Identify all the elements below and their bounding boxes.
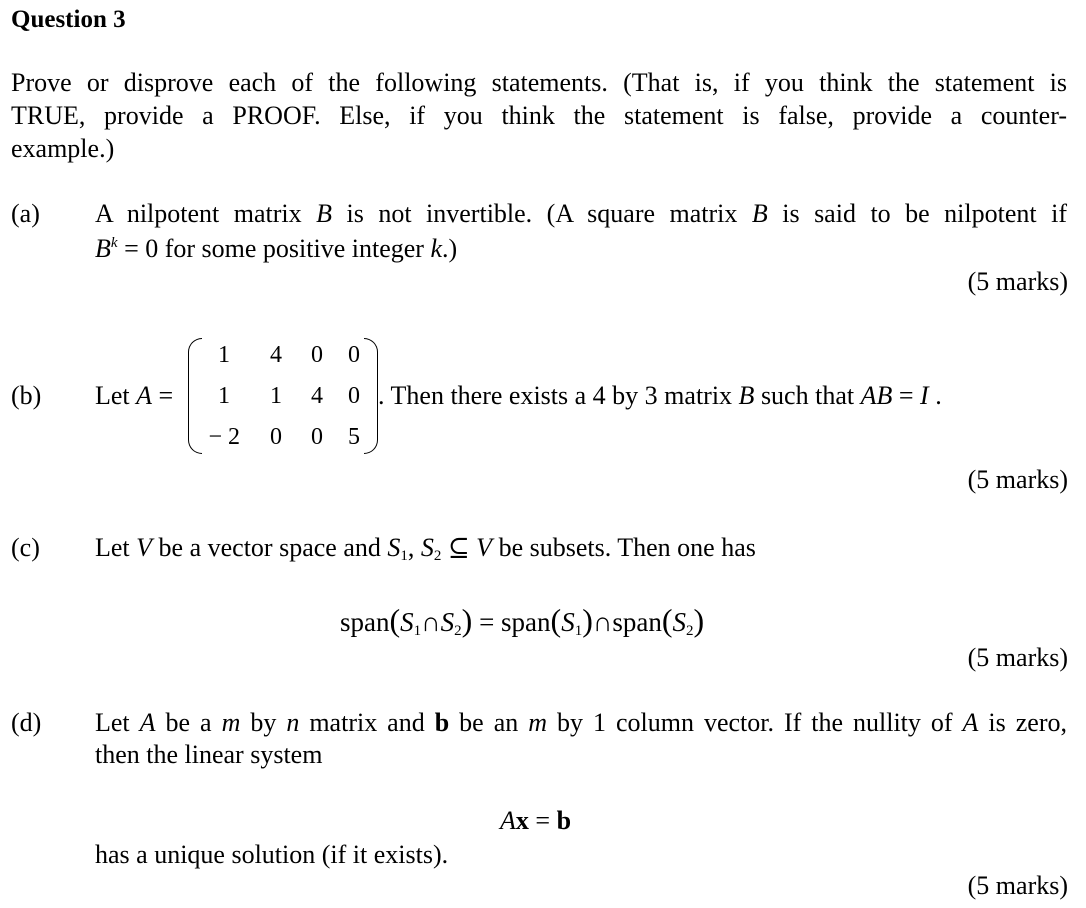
matrix-cell: 0 <box>348 342 360 368</box>
linear-system-equation: Ax = b <box>500 806 572 835</box>
matrix-cell: 5 <box>348 424 360 450</box>
part-b-marks: (5 marks) <box>967 465 1068 494</box>
part-c-label: (c) <box>11 533 40 562</box>
part-c-marks: (5 marks) <box>967 643 1068 672</box>
right-paren <box>364 338 378 454</box>
part-c-line-1: Let V be a vector space and $S_1$, $S_2$ ⊆ V be subsets. Then one has <box>95 533 756 564</box>
matrix-cell: 1 <box>218 383 230 409</box>
matrix-cell: 4 <box>270 342 282 368</box>
part-a-marks: (5 marks) <box>967 267 1068 296</box>
span-equation: $span(S_1\cap S_2)$ = $span(S_1)\cap span(S_2)$ <box>340 602 705 639</box>
matrix-cell: 0 <box>311 342 323 368</box>
part-a-label: (a) <box>11 199 40 228</box>
part-d-line-2: then the linear system <box>95 740 323 769</box>
matrix-cell: 1 <box>270 383 282 409</box>
part-b-let: Let A = <box>95 381 174 410</box>
instructions <box>11 67 1067 166</box>
part-a-line-1: A nilpotent matrix B is not invertible. (A square matrix B is said to be nilpotent if <box>95 199 1067 228</box>
part-b-statement: . Then there exists a 4 by 3 matrix B such that AB = I . <box>378 381 942 410</box>
matrix-cell: 1 <box>218 342 230 368</box>
part-d-line-3: has a unique solution (if it exists). <box>95 840 449 869</box>
part-d-label: (d) <box>11 708 42 737</box>
part-d-marks: (5 marks) <box>967 871 1068 900</box>
matrix-cell: 0 <box>311 424 323 450</box>
question-title: Question 3 <box>11 6 126 33</box>
part-b-label: (b) <box>11 381 42 410</box>
matrix-cell: − 2 <box>208 424 240 450</box>
instructions-line-2: TRUE, provide a PROOF. Else, if you think the statement is false, provide a counter- <box>11 101 1067 130</box>
matrix-cell: 0 <box>348 383 360 409</box>
part-d-line-1: Let A be a m by n matrix and b be an m by 1 column vector. If the nullity of A is zero, <box>95 708 1067 737</box>
matrix-cell: 4 <box>311 383 323 409</box>
instructions-line-3: example.) <box>11 134 115 163</box>
instructions-line-1: Prove or disprove each of the following statements. (That is, if you think the statement is <box>11 68 1067 97</box>
matrix-cell: 0 <box>270 424 282 450</box>
part-a-line-2: $B^k = 0$ for some positive integer k.) <box>95 234 458 263</box>
matrix-A <box>188 338 378 454</box>
